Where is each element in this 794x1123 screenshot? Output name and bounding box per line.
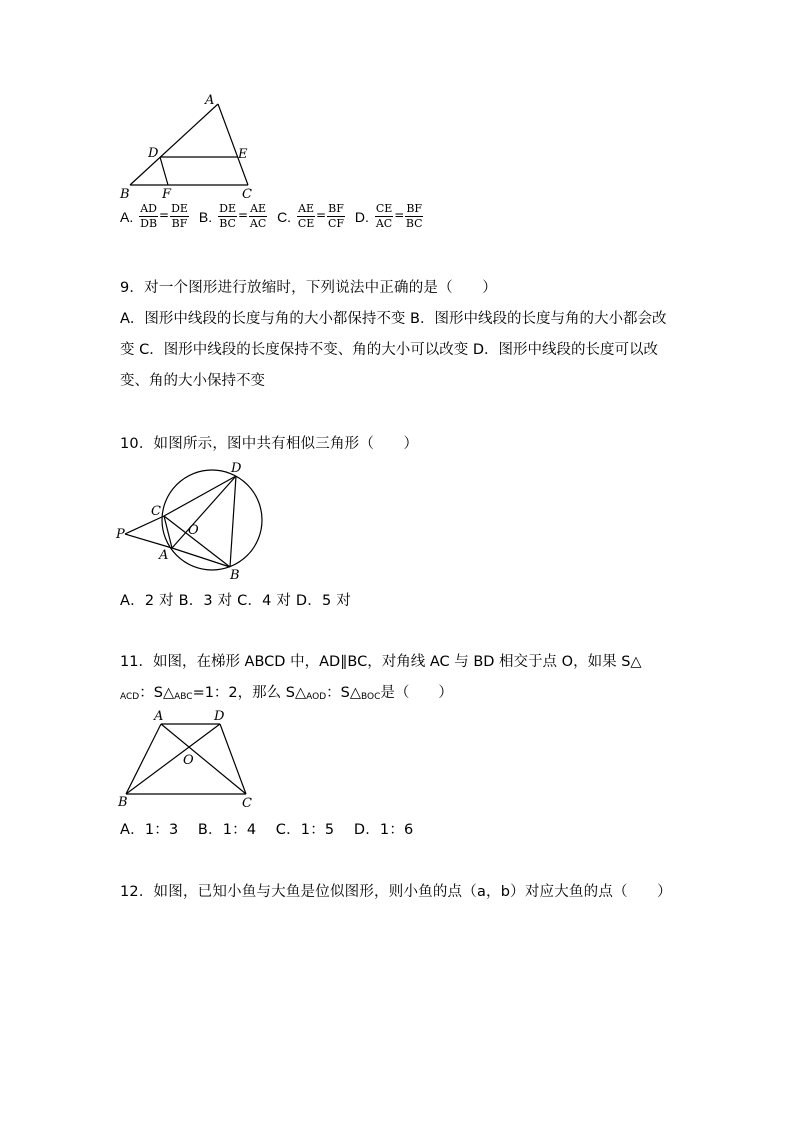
q8-label-e: E (238, 147, 248, 162)
q11-label-o: O (183, 753, 194, 768)
q9-stem: 9．对一个图形进行放缩时，下列说法中正确的是（ ） (120, 280, 497, 296)
q8-triangle-figure (110, 90, 270, 205)
q8-option-d[interactable]: D. $\frac{CE}{AC}$ = $\frac{BF}{BC}$ (354, 202, 423, 230)
q11-stem: 11．如图，在梯形 ABCD 中，AD∥BC，对角线 AC 与 BD 相交于点 O，如果 S△ $_{ACD}$：$S\triangle_{ABC}=1$：2，那么 $S\triangle_{AOD}$：$S\triangle_{BOC}$是（ ） (120, 654, 642, 702)
q11-side-ab (126, 724, 161, 794)
q8-option-b[interactable]: B. $\frac{DE}{BC}$ = $\frac{AE}{AC}$ (198, 202, 267, 230)
q8-label-c: C (242, 187, 252, 202)
q10-line-db (230, 476, 236, 567)
q10-line-cd (164, 476, 236, 516)
q10-label-o: O (188, 523, 199, 538)
q11-label-a: A (154, 709, 164, 724)
q11-label-c: C (242, 796, 252, 811)
q10-label-p: P (116, 527, 125, 542)
q10-stem: 10．如图所示，图中共有相似三角形（ ） (120, 436, 419, 452)
q8-options (120, 202, 433, 231)
q10-label-c: C (151, 504, 161, 519)
q11-trapezoid-figure (112, 706, 262, 811)
q10-label-d: D (231, 461, 242, 476)
q8-label-f: F (162, 187, 172, 202)
q12-stem: 12．如图，已知小鱼与大鱼是位似图形，则小鱼的点（a，b）对应大鱼的点（ ） (120, 884, 672, 900)
q8-option-a[interactable]: A. $\frac{AD}{DB}$ = $\frac{DE}{BF}$ (120, 202, 188, 230)
q8-option-c[interactable]: C. $\frac{AE}{CE}$ = $\frac{BF}{CF}$ (277, 202, 344, 230)
q10-label-a: A (159, 548, 169, 563)
q10-circle-figure (112, 458, 277, 583)
q8-side-ac (218, 104, 248, 185)
q10-circle (162, 470, 262, 570)
q11-options: A．1：3 B．1：4 C．1：5 D．1：6 (120, 822, 414, 838)
q8-segment-df (160, 157, 168, 185)
q9-options: A．图形中线段的长度与角的大小都保持不变 B．图形中线段的长度与角的大小都会改变 C．图形中线段的长度保持不变、角的大小可以改变 D．图形中线段的长度可以改变、角的大小保持不变 (120, 311, 667, 389)
q11-label-d: D (214, 709, 225, 724)
q8-label-d: D (148, 146, 159, 161)
q8-label-b: B (120, 187, 130, 202)
q10-options: A．2 对 B．3 对 C．4 对 D．5 对 (120, 593, 351, 609)
q10-label-b: B (230, 568, 240, 583)
q11-label-b: B (118, 795, 128, 810)
q8-label-a: A (205, 93, 215, 108)
q8-side-ab (130, 104, 218, 185)
q10-line-ad (172, 476, 236, 548)
q10-line-ab (172, 548, 230, 567)
